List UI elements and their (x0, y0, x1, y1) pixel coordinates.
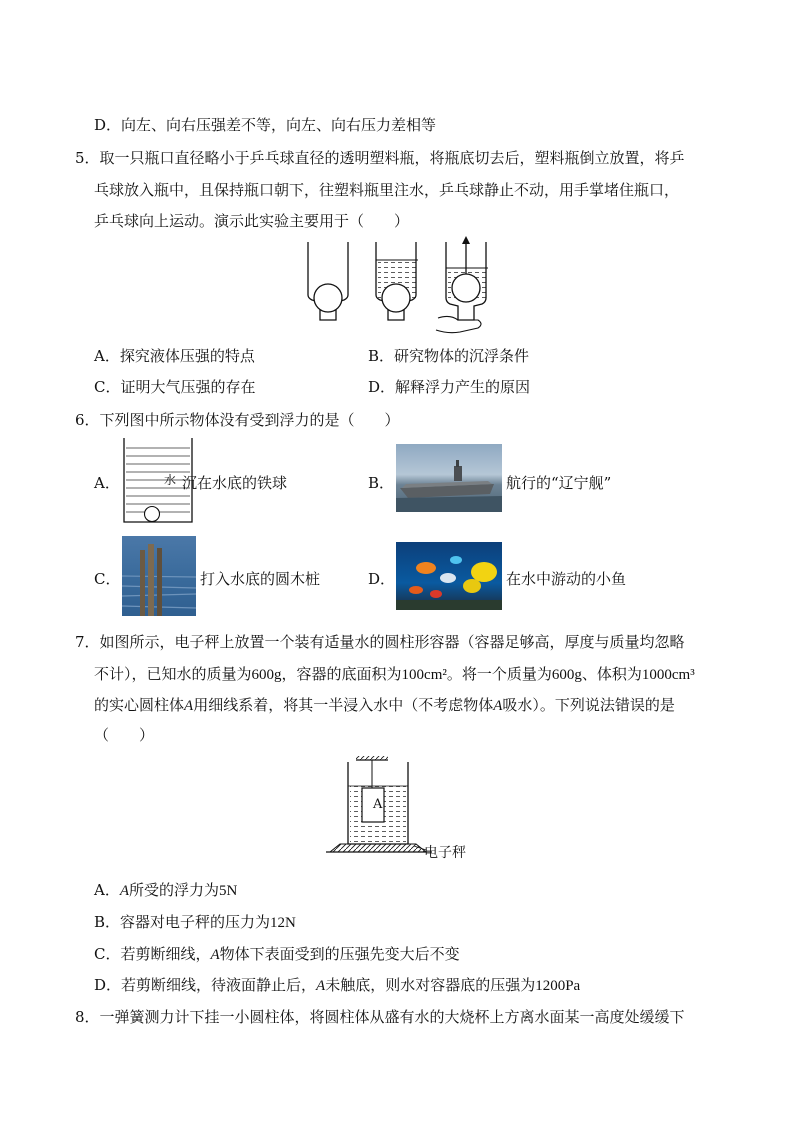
q7-stem-line2: 不计），已知水的质量为600g，容器的底面积为100cm²。将一个质量为600g、体积为1000cm³ (94, 665, 695, 683)
q8-stem-line1: 8．一弹簧测力计下挂一小圆柱体，将圆柱体从盛有水的大烧杯上方离水面某一高度处缓缓下 (75, 1008, 685, 1026)
q4-option-d: D．向左、向右压强差不等，向左、向右压力差相等 (94, 116, 437, 134)
bottle-with-water (376, 242, 418, 320)
bottle-with-hand (436, 236, 488, 333)
q6-d-letter: D． (368, 570, 396, 588)
q7-option-b: B．容器对电子秤的压力为12N (94, 913, 296, 931)
q6-a-text: 沉在水底的铁球 (182, 474, 288, 492)
bottle-empty (308, 242, 348, 320)
q5-option-b: B．研究物体的沉浮条件 (368, 347, 530, 365)
q7-block-a-label: A (373, 797, 383, 812)
q6-b-letter: B． (368, 474, 395, 492)
q6-c-letter: C． (94, 570, 121, 588)
q7-option-d: D．若剪断细线，待液面静止后，A未触底，则水对容器底的压强为1200Pa (94, 976, 581, 994)
q6-c-text: 打入水底的圆木桩 (200, 570, 321, 588)
q5-bottle-figure (300, 240, 500, 335)
q5-option-d: D．解释浮力产生的原因 (368, 378, 531, 396)
q5-stem-line2: 乓球放入瓶中，且保持瓶口朝下，往塑料瓶里注水，乒乓球静止不动，用手掌堵住瓶口， (94, 181, 680, 199)
q6-c-stakes-photo (122, 536, 196, 616)
q6-b-text: 航行的“辽宁舰” (506, 474, 612, 492)
q6-a-letter: A． (94, 474, 120, 492)
q5-stem-line1: 5．取一只瓶口直径略小于乒乓球直径的透明塑料瓶，将瓶底切去后，塑料瓶倒立放置，将乒 (75, 149, 685, 167)
q6-stem: 6．下列图中所示物体没有受到浮力的是（ ） (75, 411, 400, 429)
q6-b-ship-photo (396, 444, 502, 512)
q6-d-fish-photo (396, 542, 502, 610)
q6-d-text: 在水中游动的小鱼 (506, 570, 627, 588)
q5-option-c: C．证明大气压强的存在 (94, 378, 256, 396)
q7-option-c: C．若剪断细线，A物体下表面受到的压强先变大后不变 (94, 945, 460, 963)
q7-stem-line4: （ ） (94, 726, 155, 744)
q5-option-a: A．探究液体压强的特点 (94, 347, 255, 365)
q7-stem-line3: 的实心圆柱体A用细线系着，将其一半浸入水中（不考虑物体A吸水）。下列说法错误的是 (94, 696, 675, 714)
q7-option-a: A．A所受的浮力为5N (94, 881, 238, 899)
q6-a-water-label: 水 (164, 473, 177, 487)
q5-stem-line3: 乒乓球向上运动。演示此实验主要用于（ ） (94, 212, 410, 230)
q7-stem-line1: 7．如图所示，电子秤上放置一个装有适量水的圆柱形容器（容器足够高，厚度与质量均忽略 (75, 633, 685, 651)
q7-scale-label: 电子秤 (424, 845, 466, 861)
